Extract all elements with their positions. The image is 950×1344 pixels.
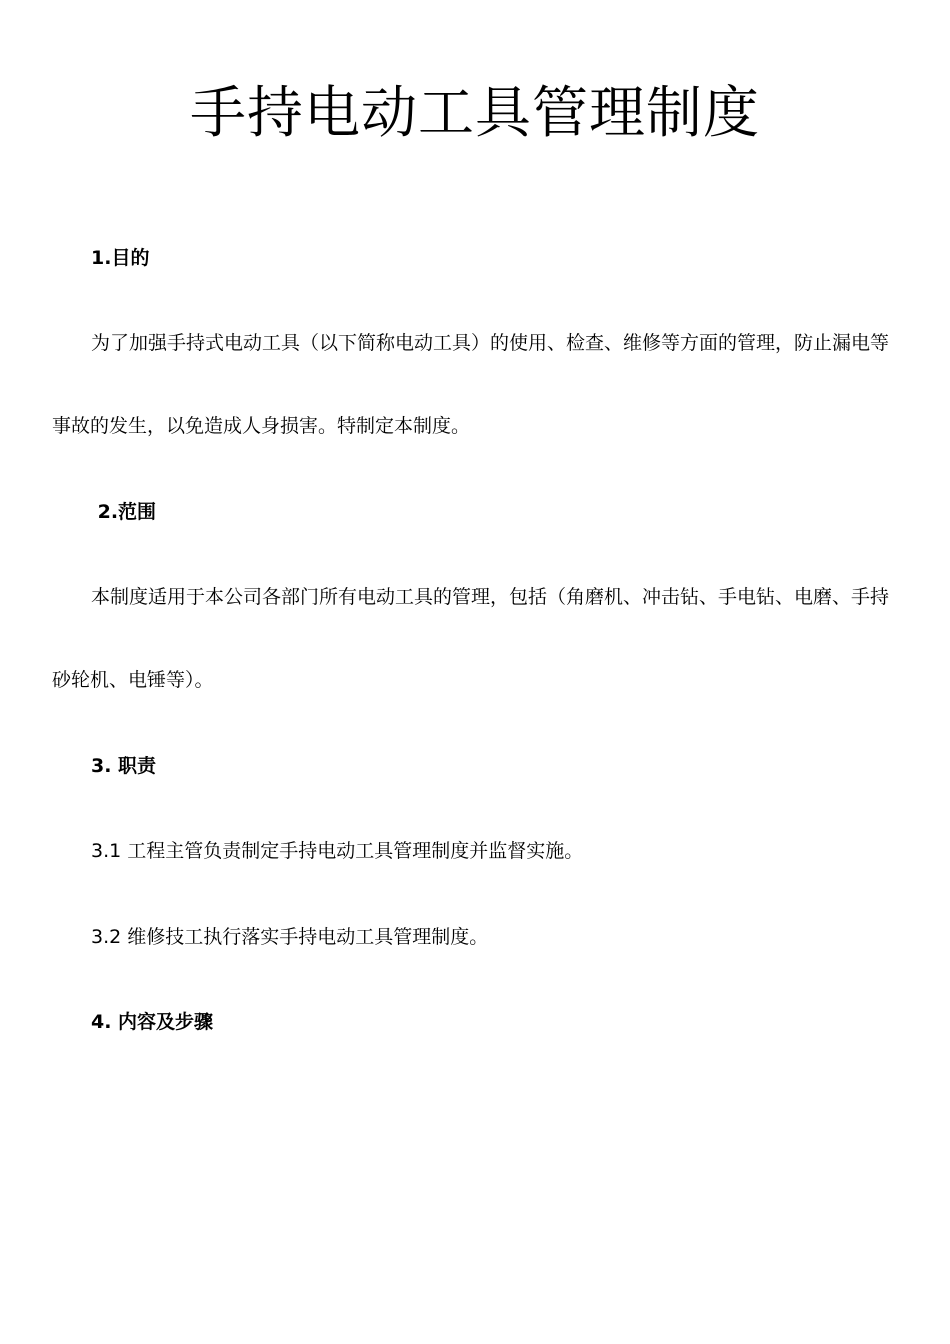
section-heading-content: 4. 内容及步骤 xyxy=(91,1011,214,1033)
scope-body-line-1: 本制度适用于本公司各部门所有电动工具的管理，包括（角磨机、冲击钻、手电钻、电磨、手持 xyxy=(91,586,890,608)
duties-item-1: 3.1 工程主管负责制定手持电动工具管理制度并监督实施。 xyxy=(91,840,584,862)
scope-body-line-2: 砂轮机、电锤等）。 xyxy=(52,669,214,691)
purpose-body-line-1: 为了加强手持式电动工具（以下简称电动工具）的使用、检查、维修等方面的管理，防止漏电等 xyxy=(91,332,890,354)
document-title: 手持电动工具管理制度 xyxy=(190,81,760,146)
duties-item-2: 3.2 维修技工执行落实手持电动工具管理制度。 xyxy=(91,926,489,948)
section-heading-purpose: 1.目的 xyxy=(91,247,150,269)
section-heading-scope: 2.范围 xyxy=(91,501,157,523)
purpose-body-line-2: 事故的发生，以免造成人身损害。特制定本制度。 xyxy=(52,415,471,437)
section-heading-duties: 3. 职责 xyxy=(91,755,157,777)
